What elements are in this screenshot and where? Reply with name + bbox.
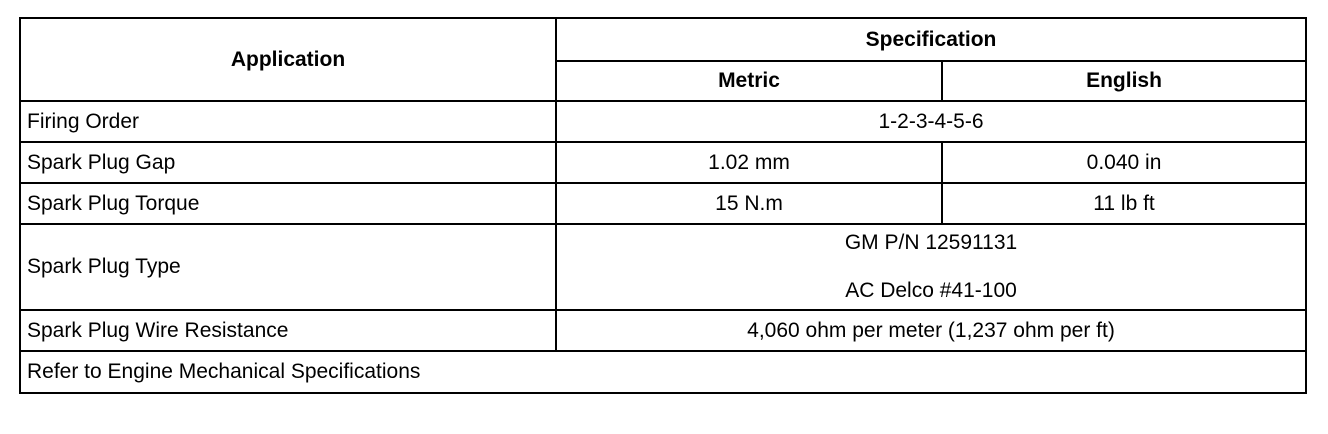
header-application: Application (20, 18, 556, 101)
torque-metric-value: 15 N.m (556, 183, 942, 224)
row-label-spark-plug-gap: Spark Plug Gap (20, 142, 556, 183)
header-specification: Specification (556, 18, 1306, 61)
gap-english-value: 0.040 in (942, 142, 1306, 183)
table-row (20, 351, 1306, 393)
header-metric: Metric (556, 61, 942, 101)
table-row (20, 142, 1306, 183)
row-label-firing-order: Firing Order (20, 101, 556, 142)
table-row (20, 101, 1306, 142)
header-row-top (20, 18, 1306, 61)
row-label-spark-plug-type: Spark Plug Type (20, 224, 556, 310)
spark-plug-spec-table (19, 17, 1307, 394)
ac-delco-part-number: AC Delco #41-100 (845, 279, 1017, 302)
spark-plug-type-value (556, 224, 1306, 310)
table-row (20, 310, 1306, 351)
table-row (20, 183, 1306, 224)
engine-mechanical-reference-note: Refer to Engine Mechanical Specifications (20, 351, 1306, 393)
gap-metric-value: 1.02 mm (556, 142, 942, 183)
table-row (20, 224, 1306, 310)
gm-part-number: GM P/N 12591131 (844, 231, 1018, 254)
line-spacer (563, 256, 1299, 278)
wire-resistance-value: 4,060 ohm per meter (1,237 ohm per ft) (556, 310, 1306, 351)
header-english: English (942, 61, 1306, 101)
row-label-spark-plug-torque: Spark Plug Torque (20, 183, 556, 224)
row-label-wire-resistance: Spark Plug Wire Resistance (20, 310, 556, 351)
firing-order-value: 1-2-3-4-5-6 (556, 101, 1306, 142)
torque-english-value: 11 lb ft (942, 183, 1306, 224)
